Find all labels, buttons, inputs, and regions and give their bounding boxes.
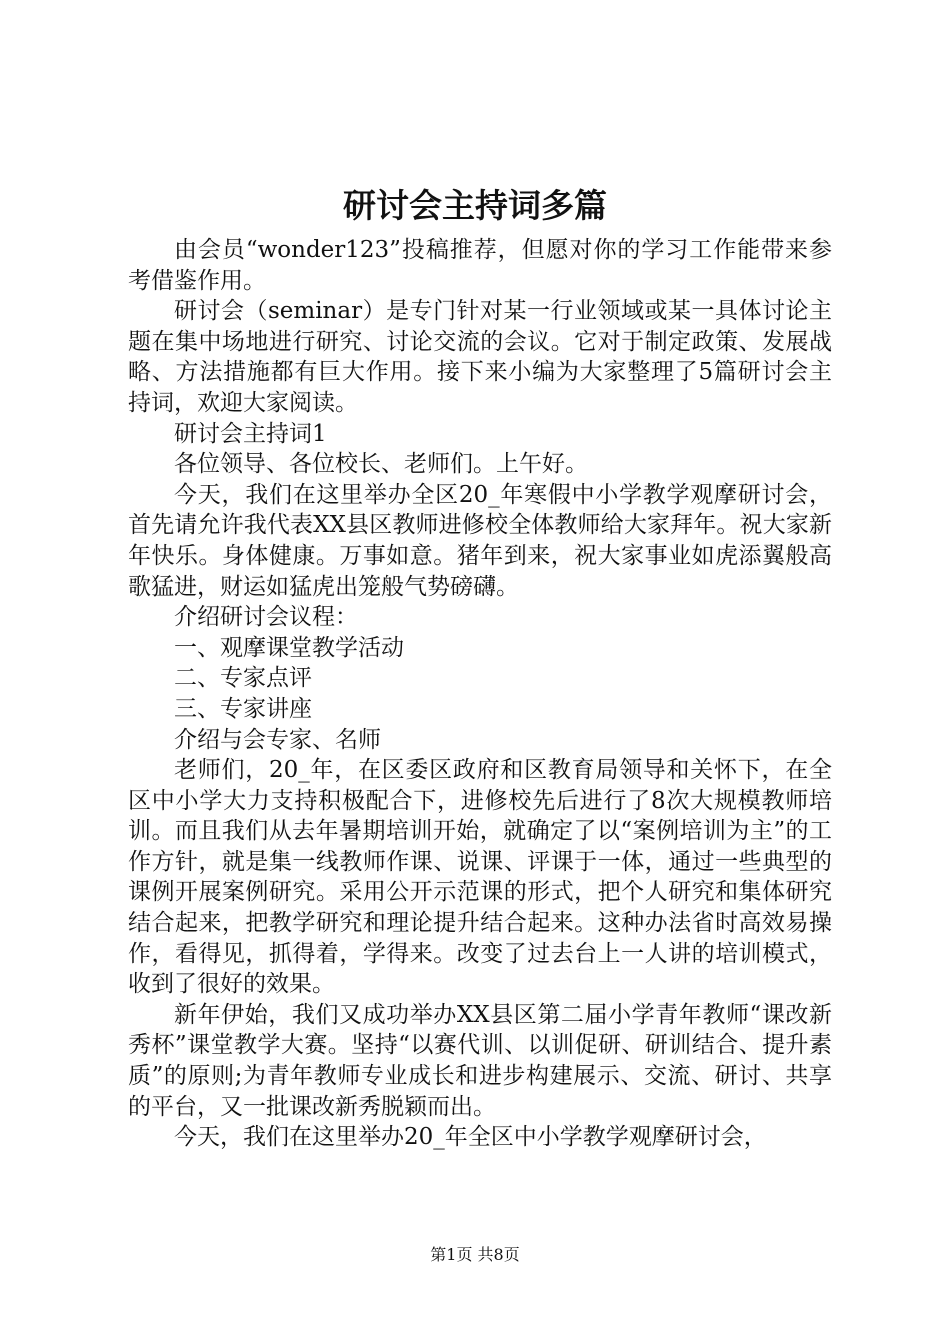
paragraph: 由会员“wonder123”投稿推荐，但愿对你的学习工作能带来参考借鉴作用。 — [128, 237, 832, 294]
agenda-item: 一、观摩课堂教学活动 — [174, 634, 404, 661]
agenda-item: 二、专家点评 — [174, 665, 312, 692]
paragraph: 研讨会（seminar）是专门针对某一行业领域或某一具体讨论主题在集中场地进行研究、讨论交流的会议。它对于制定政策、发展战略、方法措施都有巨大作用。接下来小编为大家整理了5篇研讨会主持词，欢迎大家阅读。 — [128, 298, 832, 416]
paragraph: 介绍研讨会议程： — [174, 604, 358, 631]
paragraph: 各位领导、各位校长、老师们。上午好。 — [174, 451, 588, 478]
document-body — [128, 235, 832, 1153]
paragraph: 今天，我们在这里举办全区20_年寒假中小学教学观摩研讨会，首先请允许我代表XX县区教师进修校全体教师给大家拜年。祝大家新年快乐。身体健康。万事如意。猪年到来，祝大家事业如虎添翼般高歌猛进，财运如猛虎出笼般气势磅礴。 — [128, 481, 832, 600]
page-footer: 第1页 共8页 — [430, 1245, 520, 1264]
document-title: 研讨会主持词多篇 — [343, 186, 607, 225]
paragraph: 介绍与会专家、名师 — [174, 726, 381, 753]
section-heading: 研讨会主持词1 — [174, 420, 327, 447]
paragraph: 新年伊始，我们又成功举办XX县区第二届小学青年教师“课改新秀杯”课堂教学大赛。坚持“以赛代训、以训促研、研训结合、提升素质”的原则;为青年教师专业成长和进步构建展示、交流、研讨、共享的平台，又一批课改新秀脱颖而出。 — [128, 1001, 832, 1120]
agenda-item: 三、专家讲座 — [174, 695, 312, 722]
paragraph: 今天，我们在这里举办20_年全区中小学教学观摩研讨会， — [174, 1124, 767, 1151]
paragraph: 老师们，20_年，在区委区政府和区教育局领导和关怀下，在全区中小学大力支持积极配合下，进修校先后进行了8次大规模教师培训。而且我们从去年暑期培训开始，就确定了以“案例培训为主”的工作方针，就是集一线教师作课、说课、评课于一体，通过一些典型的课例开展案例研究。采用公开示范课的形式，把个人研究和集体研究结合起来，把教学研究和理论提升结合起来。这种办法省时高效易操作，看得见，抓得着，学得来。改变了过去台上一人讲的培训模式，收到了很好的效果。 — [128, 757, 832, 998]
